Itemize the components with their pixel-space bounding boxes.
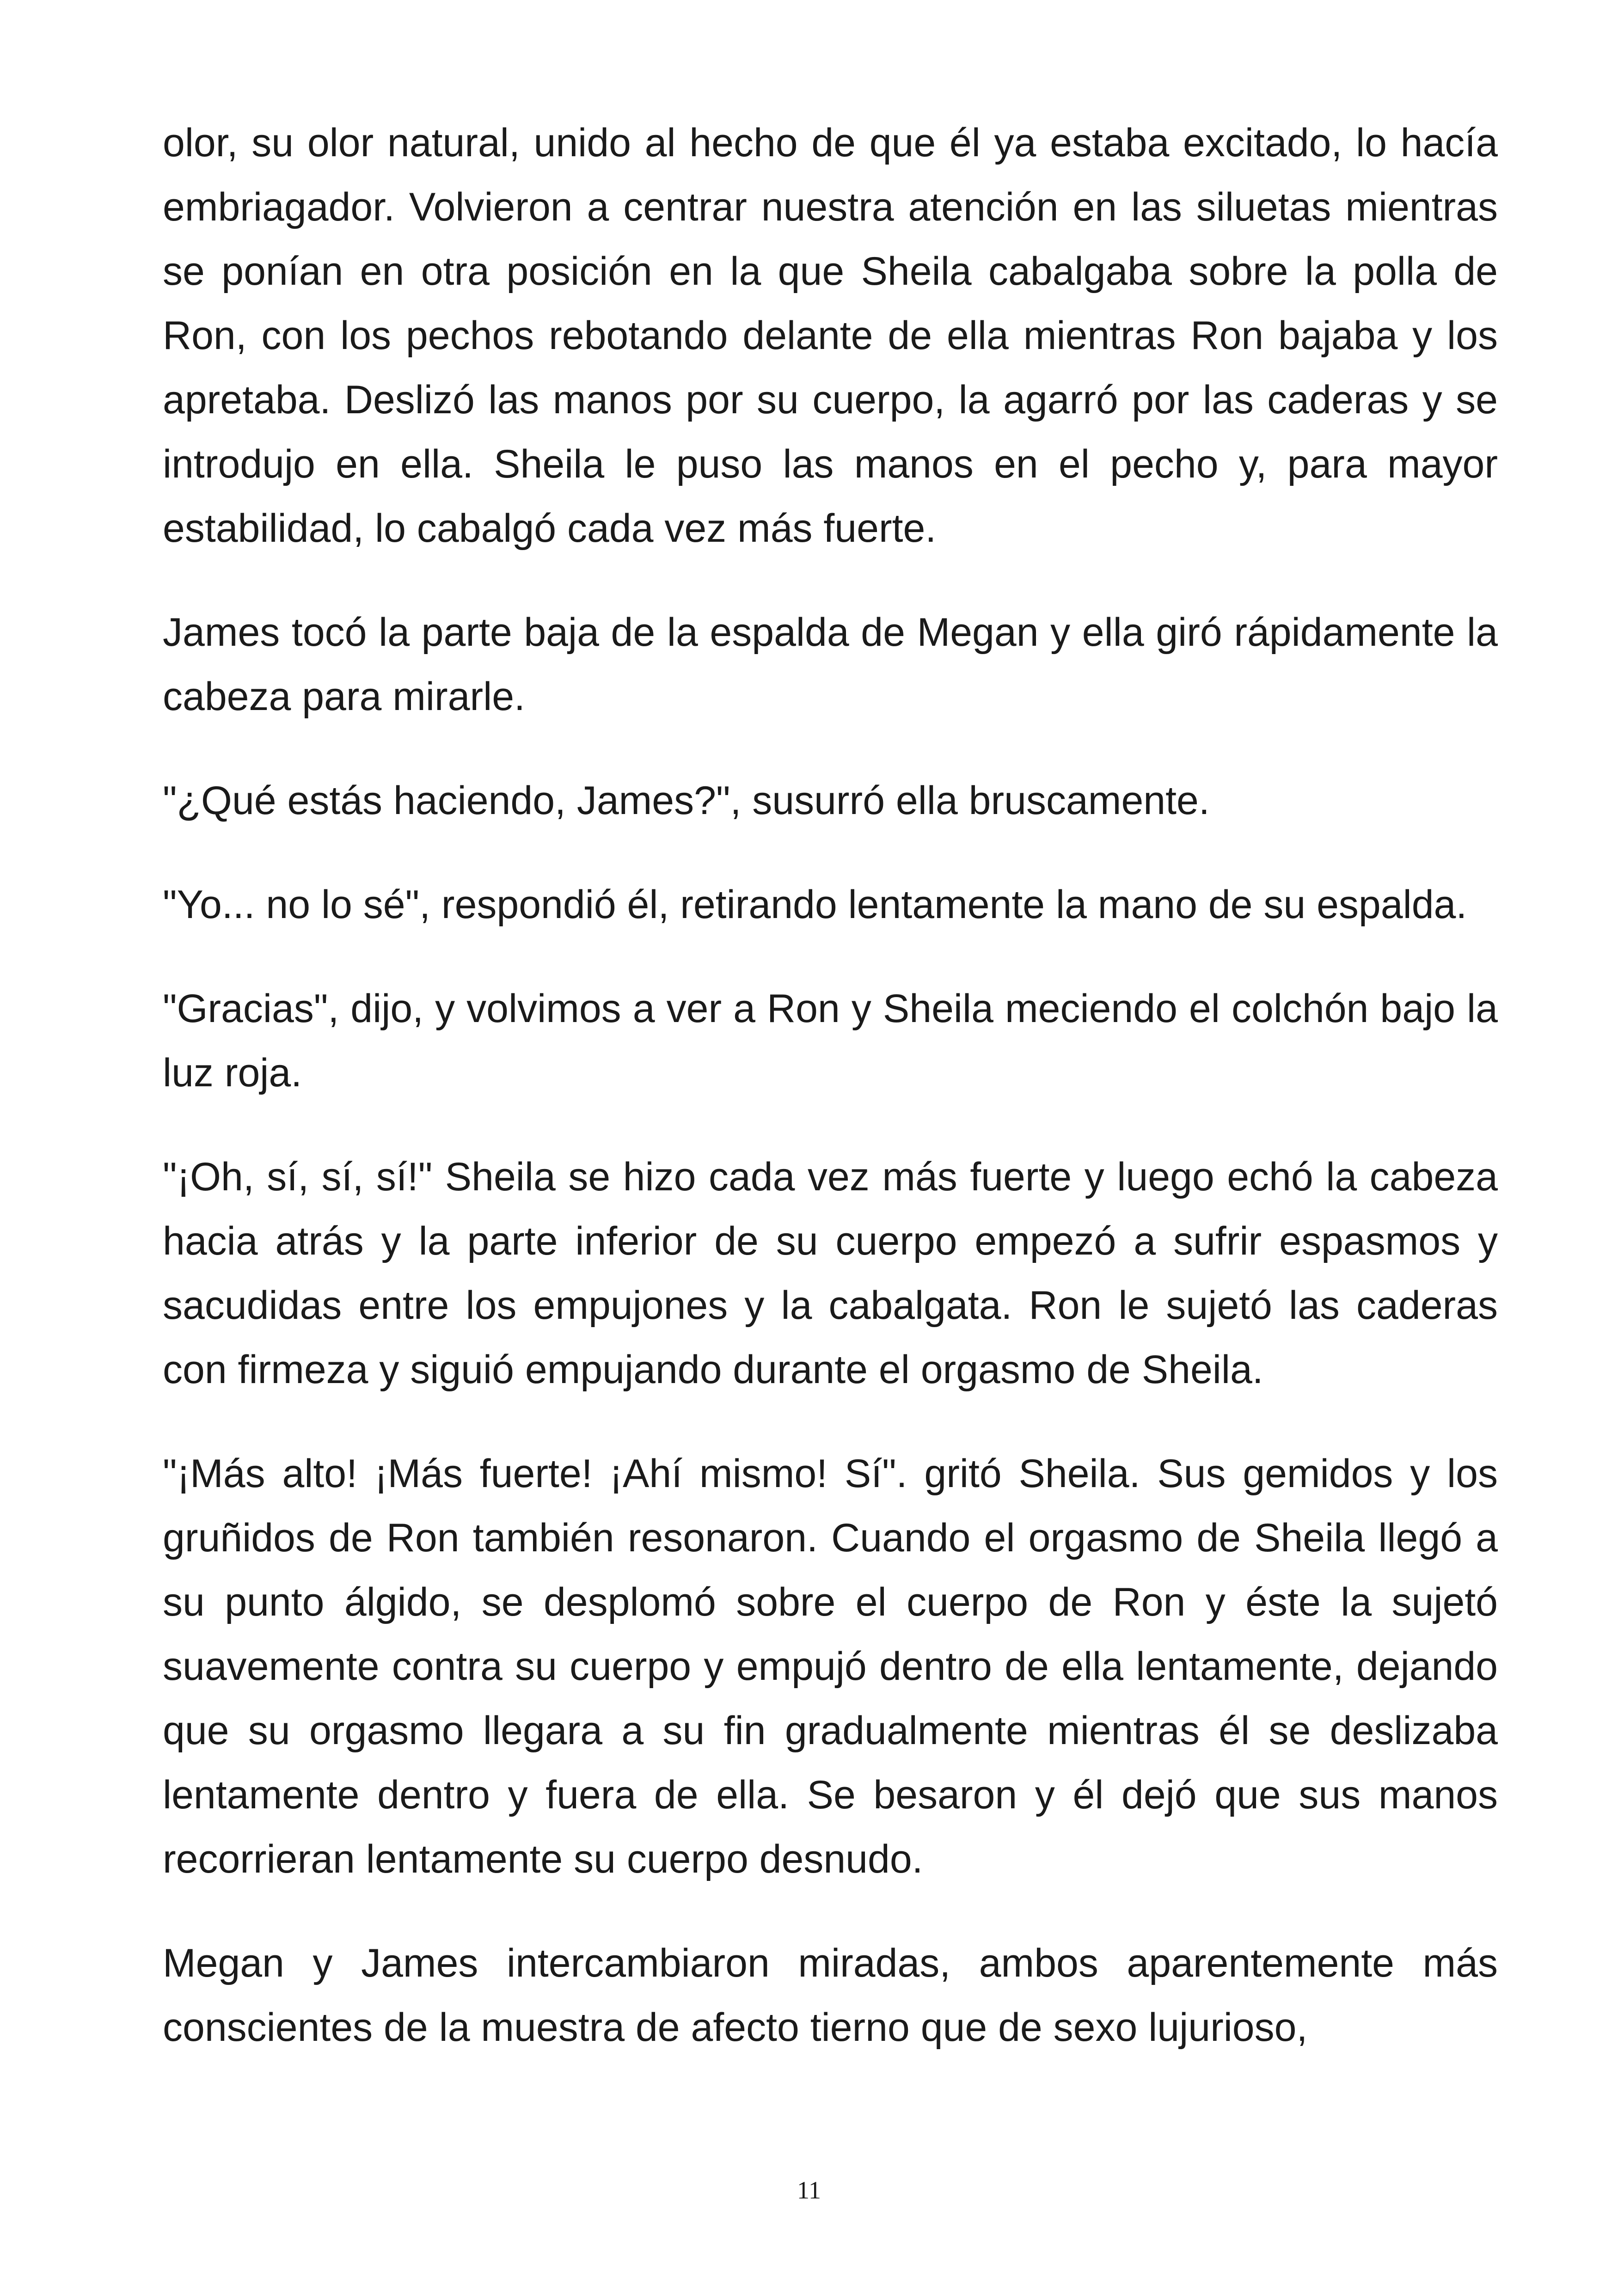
paragraph: James tocó la parte baja de la espalda de Megan y ella giró rápidamente la cabeza para mirarle. bbox=[163, 610, 1498, 719]
paragraph: olor, su olor natural, unido al hecho de que él ya estaba excitado, lo hacía embriagador. Volvieron a centrar nuestra atención en las siluetas mientras se ponían en otra posición en la que Sheila cabalgaba sobre la polla de Ron, con los pechos rebotando delante de ella mientras Ron bajaba y los apretaba. Deslizó las manos por su cuerpo, la agarró por las caderas y se introdujo en ella. Sheila le puso las manos en el pecho y, para mayor estabilidad, lo cabalgó cada vez más fuerte. bbox=[163, 121, 1498, 551]
paragraph: "¡Oh, sí, sí, sí!" Sheila se hizo cada vez más fuerte y luego echó la cabeza hacia atrás y la parte inferior de su cuerpo empezó a sufrir espasmos y sacudidas entre los empujones y la cabalgata. Ron le sujetó las caderas con firmeza y siguió empujando durante el orgasmo de Sheila. bbox=[163, 1155, 1498, 1392]
page-body bbox=[163, 111, 1498, 2060]
paragraph-continued: Megan y James intercambiaron miradas, ambos aparentemente más conscientes de la muestra de afecto tierno que de sexo lujurioso, bbox=[163, 1941, 1498, 2050]
paragraph: "Yo... no lo sé", respondió él, retirando lentamente la mano de su espalda. bbox=[163, 882, 1467, 927]
page-number: 11 bbox=[797, 2176, 821, 2204]
paragraph: "Gracias", dijo, y volvimos a ver a Ron y Sheila meciendo el colchón bajo la luz roja. bbox=[163, 986, 1498, 1095]
paragraph: "¿Qué estás haciendo, James?", susurró ella bruscamente. bbox=[163, 778, 1210, 823]
paragraph: "¡Más alto! ¡Más fuerte! ¡Ahí mismo! Sí". gritó Sheila. Sus gemidos y los gruñidos de Ron también resonaron. Cuando el orgasmo de Sheila llegó a su punto álgido, se desplomó sobre el cuerpo de Ron y éste la sujetó suavemente contra su cuerpo y empujó dentro de ella lentamente, dejando que su orgasmo llegara a su fin gradualmente mientras él se deslizaba lentamente dentro y fuera de ella. Se besaron y él dejó que sus manos recorrieran lentamente su cuerpo desnudo. bbox=[163, 1451, 1498, 1881]
